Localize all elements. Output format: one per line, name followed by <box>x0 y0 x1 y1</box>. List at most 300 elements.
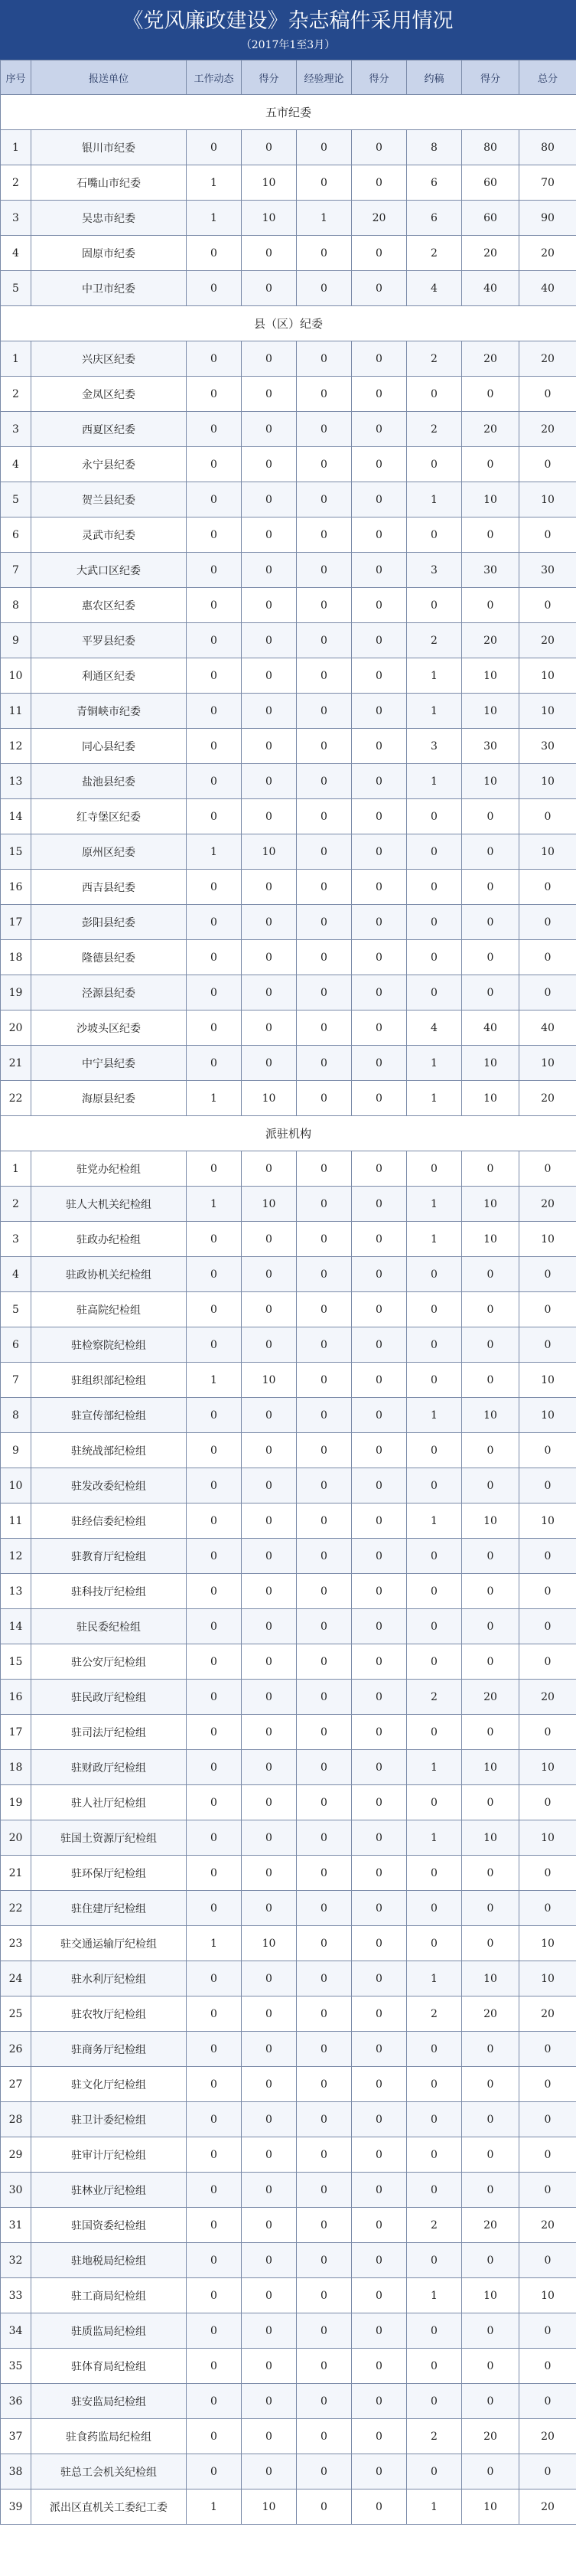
col-header-index: 序号 <box>1 60 31 95</box>
cell-unit: 青铜峡市纪委 <box>31 694 187 729</box>
cell-invited-score: 0 <box>462 1151 519 1187</box>
cell-news-score: 0 <box>242 517 297 553</box>
table-row <box>1 1715 576 1750</box>
cell-index: 31 <box>1 2208 31 2243</box>
cell-news: 0 <box>187 658 242 694</box>
cell-total: 20 <box>519 412 576 447</box>
section-title: 县（区）纪委 <box>1 306 576 341</box>
cell-news: 0 <box>187 1961 242 1996</box>
cell-news: 0 <box>187 341 242 377</box>
cell-invited: 0 <box>407 1856 462 1891</box>
table-row <box>1 1468 576 1503</box>
cell-invited-score: 0 <box>462 517 519 553</box>
cell-theory-score: 0 <box>352 694 407 729</box>
cell-invited-score: 0 <box>462 870 519 905</box>
cell-index: 7 <box>1 1363 31 1398</box>
table-row <box>1 1151 576 1187</box>
cell-invited-score: 0 <box>462 1644 519 1680</box>
cell-invited: 0 <box>407 1468 462 1503</box>
cell-total: 0 <box>519 2454 576 2489</box>
cell-unit: 海原县纪委 <box>31 1081 187 1116</box>
cell-total: 0 <box>519 517 576 553</box>
cell-index: 5 <box>1 271 31 306</box>
cell-unit: 驻党办纪检组 <box>31 1151 187 1187</box>
cell-invited: 0 <box>407 975 462 1010</box>
cell-index: 29 <box>1 2137 31 2173</box>
cell-unit: 中卫市纪委 <box>31 271 187 306</box>
cell-total: 0 <box>519 2349 576 2384</box>
cell-invited: 0 <box>407 517 462 553</box>
cell-invited: 0 <box>407 1715 462 1750</box>
cell-unit: 驻统战部纪检组 <box>31 1433 187 1468</box>
cell-news-score: 0 <box>242 341 297 377</box>
cell-theory-score: 0 <box>352 1820 407 1856</box>
cell-invited-score: 0 <box>462 1468 519 1503</box>
col-header-unit: 报送单位 <box>31 60 187 95</box>
cell-invited-score: 0 <box>462 447 519 482</box>
cell-theory-score: 0 <box>352 764 407 799</box>
cell-news-score: 0 <box>242 271 297 306</box>
cell-total: 20 <box>519 1187 576 1222</box>
cell-total: 20 <box>519 236 576 271</box>
cell-invited-score: 0 <box>462 1327 519 1363</box>
cell-unit: 贺兰县纪委 <box>31 482 187 517</box>
cell-invited: 0 <box>407 1785 462 1820</box>
cell-unit: 盐池县纪委 <box>31 764 187 799</box>
cell-invited-score: 60 <box>462 201 519 236</box>
cell-news: 1 <box>187 2489 242 2525</box>
cell-news-score: 0 <box>242 2384 297 2419</box>
cell-index: 38 <box>1 2454 31 2489</box>
cell-unit: 兴庆区纪委 <box>31 341 187 377</box>
cell-invited-score: 10 <box>462 2278 519 2313</box>
page-title: 《党风廉政建设》杂志稿件采用情况 <box>122 9 454 33</box>
cell-invited-score: 20 <box>462 1680 519 1715</box>
cell-theory: 0 <box>297 236 352 271</box>
cell-news-score: 0 <box>242 1292 297 1327</box>
cell-invited-score: 0 <box>462 2137 519 2173</box>
cell-theory: 0 <box>297 2067 352 2102</box>
cell-index: 13 <box>1 1574 31 1609</box>
cell-news: 0 <box>187 2243 242 2278</box>
cell-theory: 1 <box>297 201 352 236</box>
cell-theory: 0 <box>297 2173 352 2208</box>
cell-unit: 驻政办纪检组 <box>31 1222 187 1257</box>
cell-invited-score: 10 <box>462 1820 519 1856</box>
cell-news-score: 0 <box>242 2067 297 2102</box>
cell-invited-score: 0 <box>462 2173 519 2208</box>
col-header-theory-score: 得分 <box>352 60 407 95</box>
cell-unit: 银川市纪委 <box>31 130 187 165</box>
cell-theory: 0 <box>297 2137 352 2173</box>
table-row <box>1 729 576 764</box>
cell-news-score: 0 <box>242 1046 297 1081</box>
cell-theory: 0 <box>297 2243 352 2278</box>
cell-theory: 0 <box>297 482 352 517</box>
cell-news: 0 <box>187 2419 242 2454</box>
table-row <box>1 1327 576 1363</box>
cell-news: 0 <box>187 1398 242 1433</box>
cell-theory: 0 <box>297 130 352 165</box>
cell-theory-score: 0 <box>352 2208 407 2243</box>
cell-unit: 驻总工会机关纪检组 <box>31 2454 187 2489</box>
cell-unit: 驻食药监局纪检组 <box>31 2419 187 2454</box>
cell-invited: 0 <box>407 2137 462 2173</box>
cell-unit: 驻司法厅纪检组 <box>31 1715 187 1750</box>
cell-invited-score: 0 <box>462 2349 519 2384</box>
cell-news-score: 10 <box>242 1081 297 1116</box>
cell-theory: 0 <box>297 271 352 306</box>
cell-index: 9 <box>1 623 31 658</box>
cell-index: 24 <box>1 1961 31 1996</box>
cell-total: 0 <box>519 2384 576 2419</box>
cell-invited-score: 0 <box>462 1715 519 1750</box>
cell-unit: 大武口区纪委 <box>31 553 187 588</box>
cell-total: 0 <box>519 447 576 482</box>
cell-total: 10 <box>519 1820 576 1856</box>
cell-news-score: 0 <box>242 1996 297 2032</box>
cell-index: 16 <box>1 1680 31 1715</box>
cell-news-score: 0 <box>242 1856 297 1891</box>
cell-unit: 同心县纪委 <box>31 729 187 764</box>
cell-total: 10 <box>519 1503 576 1539</box>
cell-unit: 驻农牧厅纪检组 <box>31 1996 187 2032</box>
cell-news-score: 0 <box>242 2313 297 2349</box>
cell-theory-score: 0 <box>352 2032 407 2067</box>
cell-invited-score: 20 <box>462 236 519 271</box>
cell-invited: 0 <box>407 2102 462 2137</box>
cell-total: 40 <box>519 271 576 306</box>
cell-theory-score: 0 <box>352 377 407 412</box>
cell-unit: 平罗县纪委 <box>31 623 187 658</box>
cell-news: 0 <box>187 1644 242 1680</box>
cell-news: 0 <box>187 1433 242 1468</box>
cell-theory: 0 <box>297 1292 352 1327</box>
cell-total: 10 <box>519 764 576 799</box>
table-row <box>1 1856 576 1891</box>
col-header-news: 工作动态 <box>187 60 242 95</box>
cell-theory: 0 <box>297 1081 352 1116</box>
table-row <box>1 271 576 306</box>
table-row <box>1 1046 576 1081</box>
cell-theory-score: 0 <box>352 2102 407 2137</box>
cell-unit: 驻公安厅纪检组 <box>31 1644 187 1680</box>
cell-invited: 0 <box>407 1433 462 1468</box>
cell-news: 0 <box>187 1715 242 1750</box>
cell-news-score: 0 <box>242 2419 297 2454</box>
cell-theory-score: 0 <box>352 517 407 553</box>
cell-total: 0 <box>519 1609 576 1644</box>
cell-invited: 4 <box>407 1010 462 1046</box>
cell-invited: 0 <box>407 905 462 940</box>
cell-invited: 2 <box>407 2419 462 2454</box>
cell-total: 0 <box>519 870 576 905</box>
cell-theory-score: 0 <box>352 1187 407 1222</box>
cell-index: 12 <box>1 1539 31 1574</box>
section-header-row <box>1 95 576 130</box>
table-row <box>1 658 576 694</box>
cell-index: 2 <box>1 165 31 201</box>
table-row <box>1 799 576 834</box>
cell-invited: 3 <box>407 553 462 588</box>
cell-theory: 0 <box>297 658 352 694</box>
cell-theory: 0 <box>297 1363 352 1398</box>
cell-index: 32 <box>1 2243 31 2278</box>
cell-unit: 驻环保厅纪检组 <box>31 1856 187 1891</box>
cell-total: 0 <box>519 1644 576 1680</box>
cell-theory: 0 <box>297 2278 352 2313</box>
table-row <box>1 1996 576 2032</box>
cell-index: 1 <box>1 130 31 165</box>
cell-theory: 0 <box>297 1503 352 1539</box>
cell-theory: 0 <box>297 2102 352 2137</box>
table-row <box>1 2032 576 2067</box>
cell-news-score: 0 <box>242 1398 297 1433</box>
cell-unit: 驻审计厅纪检组 <box>31 2137 187 2173</box>
cell-invited-score: 0 <box>462 975 519 1010</box>
cell-theory: 0 <box>297 1680 352 1715</box>
cell-total: 10 <box>519 1363 576 1398</box>
cell-theory-score: 0 <box>352 2384 407 2419</box>
score-table <box>0 60 576 2525</box>
table-row <box>1 236 576 271</box>
cell-theory-score: 0 <box>352 1785 407 1820</box>
cell-total: 90 <box>519 201 576 236</box>
cell-news-score: 0 <box>242 1609 297 1644</box>
cell-invited-score: 0 <box>462 1257 519 1292</box>
cell-index: 3 <box>1 201 31 236</box>
cell-total: 20 <box>519 2489 576 2525</box>
table-row <box>1 1398 576 1433</box>
cell-invited: 0 <box>407 1151 462 1187</box>
cell-total: 20 <box>519 2208 576 2243</box>
cell-invited: 1 <box>407 1503 462 1539</box>
cell-invited: 2 <box>407 1680 462 1715</box>
cell-invited-score: 40 <box>462 271 519 306</box>
cell-invited-score: 0 <box>462 940 519 975</box>
cell-theory: 0 <box>297 1222 352 1257</box>
cell-invited-score: 0 <box>462 2384 519 2419</box>
cell-invited-score: 0 <box>462 799 519 834</box>
cell-unit: 派出区直机关工委纪工委 <box>31 2489 187 2525</box>
cell-index: 1 <box>1 1151 31 1187</box>
cell-news: 0 <box>187 2349 242 2384</box>
cell-invited-score: 20 <box>462 341 519 377</box>
cell-theory-score: 0 <box>352 1398 407 1433</box>
table-row <box>1 975 576 1010</box>
cell-theory-score: 0 <box>352 341 407 377</box>
cell-invited-score: 0 <box>462 2454 519 2489</box>
cell-news: 0 <box>187 236 242 271</box>
cell-unit: 固原市纪委 <box>31 236 187 271</box>
cell-invited: 3 <box>407 729 462 764</box>
cell-news: 1 <box>187 1363 242 1398</box>
cell-theory: 0 <box>297 1398 352 1433</box>
cell-theory-score: 0 <box>352 870 407 905</box>
table-row <box>1 1187 576 1222</box>
col-header-invited-score: 得分 <box>462 60 519 95</box>
cell-theory-score: 0 <box>352 2313 407 2349</box>
cell-index: 17 <box>1 1715 31 1750</box>
cell-invited: 1 <box>407 2278 462 2313</box>
table-row <box>1 1785 576 1820</box>
cell-invited-score: 0 <box>462 1433 519 1468</box>
cell-invited: 0 <box>407 1574 462 1609</box>
cell-index: 5 <box>1 1292 31 1327</box>
cell-theory-score: 0 <box>352 1292 407 1327</box>
cell-news-score: 0 <box>242 1010 297 1046</box>
cell-news: 1 <box>187 1187 242 1222</box>
table-row <box>1 1081 576 1116</box>
cell-theory-score: 0 <box>352 1644 407 1680</box>
cell-index: 26 <box>1 2032 31 2067</box>
cell-news-score: 0 <box>242 1433 297 1468</box>
cell-total: 10 <box>519 658 576 694</box>
cell-news-score: 0 <box>242 1680 297 1715</box>
cell-unit: 驻教育厅纪检组 <box>31 1539 187 1574</box>
cell-invited: 6 <box>407 201 462 236</box>
cell-theory-score: 0 <box>352 940 407 975</box>
cell-news-score: 0 <box>242 130 297 165</box>
cell-unit: 石嘴山市纪委 <box>31 165 187 201</box>
cell-total: 20 <box>519 341 576 377</box>
cell-index: 8 <box>1 588 31 623</box>
cell-total: 0 <box>519 975 576 1010</box>
cell-index: 22 <box>1 1081 31 1116</box>
cell-invited: 0 <box>407 1363 462 1398</box>
cell-theory-score: 0 <box>352 1046 407 1081</box>
cell-news: 0 <box>187 1327 242 1363</box>
cell-unit: 驻地税局纪检组 <box>31 2243 187 2278</box>
cell-theory: 0 <box>297 694 352 729</box>
cell-invited: 0 <box>407 1539 462 1574</box>
cell-invited: 2 <box>407 1996 462 2032</box>
cell-total: 0 <box>519 1574 576 1609</box>
cell-invited-score: 10 <box>462 1046 519 1081</box>
cell-theory-score: 0 <box>352 2489 407 2525</box>
cell-theory: 0 <box>297 412 352 447</box>
cell-theory: 0 <box>297 447 352 482</box>
cell-invited: 2 <box>407 341 462 377</box>
cell-invited-score: 0 <box>462 1926 519 1961</box>
cell-news-score: 0 <box>242 1574 297 1609</box>
cell-theory: 0 <box>297 1539 352 1574</box>
cell-news-score: 0 <box>242 1257 297 1292</box>
cell-theory: 0 <box>297 1046 352 1081</box>
cell-theory-score: 0 <box>352 1151 407 1187</box>
cell-unit: 原州区纪委 <box>31 834 187 870</box>
cell-invited: 0 <box>407 2173 462 2208</box>
cell-total: 0 <box>519 2067 576 2102</box>
table-row <box>1 1680 576 1715</box>
table-row <box>1 2243 576 2278</box>
cell-index: 4 <box>1 236 31 271</box>
cell-index: 23 <box>1 1926 31 1961</box>
cell-total: 0 <box>519 1257 576 1292</box>
cell-news: 0 <box>187 2137 242 2173</box>
cell-theory-score: 0 <box>352 834 407 870</box>
cell-theory: 0 <box>297 1468 352 1503</box>
cell-invited-score: 0 <box>462 377 519 412</box>
table-row <box>1 1750 576 1785</box>
cell-total: 0 <box>519 1891 576 1926</box>
cell-news: 0 <box>187 623 242 658</box>
cell-theory-score: 0 <box>352 1891 407 1926</box>
cell-total: 10 <box>519 694 576 729</box>
table-row <box>1 588 576 623</box>
cell-unit: 驻国资委纪检组 <box>31 2208 187 2243</box>
cell-theory-score: 0 <box>352 2419 407 2454</box>
table-row <box>1 1363 576 1398</box>
cell-total: 0 <box>519 2313 576 2349</box>
cell-news: 0 <box>187 729 242 764</box>
cell-index: 20 <box>1 1820 31 1856</box>
cell-news: 0 <box>187 588 242 623</box>
cell-theory: 0 <box>297 1257 352 1292</box>
cell-theory: 0 <box>297 165 352 201</box>
cell-invited-score: 80 <box>462 130 519 165</box>
cell-unit: 中宁县纪委 <box>31 1046 187 1081</box>
cell-invited-score: 10 <box>462 2489 519 2525</box>
table-row <box>1 1961 576 1996</box>
cell-invited-score: 40 <box>462 1010 519 1046</box>
cell-theory-score: 0 <box>352 2067 407 2102</box>
cell-total: 0 <box>519 1539 576 1574</box>
cell-news: 0 <box>187 2208 242 2243</box>
cell-theory-score: 0 <box>352 799 407 834</box>
cell-news: 0 <box>187 1010 242 1046</box>
cell-news: 0 <box>187 764 242 799</box>
cell-theory-score: 0 <box>352 271 407 306</box>
cell-theory: 0 <box>297 2489 352 2525</box>
cell-unit: 沙坡头区纪委 <box>31 1010 187 1046</box>
cell-theory-score: 0 <box>352 1856 407 1891</box>
cell-news-score: 0 <box>242 2278 297 2313</box>
cell-invited-score: 20 <box>462 412 519 447</box>
cell-unit: 西吉县纪委 <box>31 870 187 905</box>
cell-news-score: 0 <box>242 2208 297 2243</box>
cell-total: 10 <box>519 834 576 870</box>
col-header-invited: 约稿 <box>407 60 462 95</box>
section-title: 五市纪委 <box>1 95 576 130</box>
cell-total: 10 <box>519 1750 576 1785</box>
cell-index: 8 <box>1 1398 31 1433</box>
cell-invited: 0 <box>407 1926 462 1961</box>
cell-news-score: 0 <box>242 553 297 588</box>
cell-total: 30 <box>519 553 576 588</box>
cell-unit: 驻文化厅纪检组 <box>31 2067 187 2102</box>
cell-news: 0 <box>187 482 242 517</box>
cell-invited-score: 0 <box>462 1539 519 1574</box>
cell-theory-score: 0 <box>352 2454 407 2489</box>
table-row <box>1 1609 576 1644</box>
cell-total: 20 <box>519 1081 576 1116</box>
cell-news: 0 <box>187 2278 242 2313</box>
cell-total: 10 <box>519 1222 576 1257</box>
cell-invited: 1 <box>407 1961 462 1996</box>
cell-unit: 驻检察院纪检组 <box>31 1327 187 1363</box>
cell-invited: 1 <box>407 1750 462 1785</box>
table-row <box>1 1010 576 1046</box>
table-row <box>1 165 576 201</box>
cell-invited-score: 10 <box>462 1081 519 1116</box>
cell-invited: 0 <box>407 799 462 834</box>
page-subtitle: （2017年1至3月） <box>240 39 336 51</box>
cell-news-score: 10 <box>242 1187 297 1222</box>
cell-theory-score: 0 <box>352 2278 407 2313</box>
cell-theory-score: 0 <box>352 729 407 764</box>
cell-unit: 驻财政厅纪检组 <box>31 1750 187 1785</box>
